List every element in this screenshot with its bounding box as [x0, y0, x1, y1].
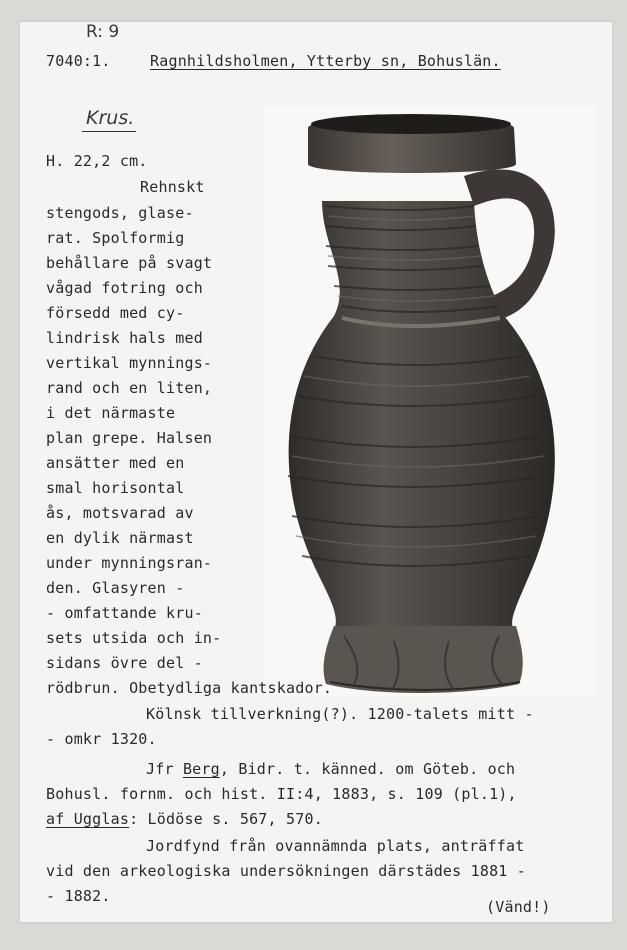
dating-line: Kölnsk tillverkning(?). 1200-talets mitt - [146, 705, 534, 723]
desc-line: Rehnskt [140, 178, 205, 196]
ref-author-ugglas: af Ugglas [46, 810, 130, 828]
ref-text: , Bidr. t. känned. om Göteb. och [219, 760, 516, 778]
desc-line: stengods, glase- [46, 204, 194, 222]
desc-line: sidans övre del - [46, 654, 203, 672]
turn-over-note: (Vänd!) [486, 898, 551, 916]
desc-line: den. Glasyren - [46, 579, 185, 597]
desc-line: försedd med cy- [46, 304, 185, 322]
object-title: Krus. [82, 107, 136, 132]
find-line: vid den arkeologiska undersökningen därstädes 1881 - [46, 862, 526, 880]
desc-line: i det närmaste [46, 404, 176, 422]
catalog-number: 7040:1. [46, 52, 111, 70]
desc-line: smal horisontal [46, 479, 185, 497]
catalog-card [20, 22, 612, 922]
find-location: Ragnhildsholmen, Ytterby sn, Bohuslän. [150, 52, 501, 70]
ref-prefix: Jfr [146, 760, 183, 778]
reference-line: Bohusl. fornm. och hist. II:4, 1883, s. 109 (pl.1), [46, 785, 517, 803]
desc-line: en dylik närmast [46, 529, 194, 547]
desc-line: rödbrun. Obetydliga kantskador. [46, 679, 333, 697]
find-line: - 1882. [46, 887, 111, 905]
desc-line: vertikal mynnings- [46, 354, 213, 372]
register-mark: R: 9 [86, 22, 120, 42]
reference-line [46, 810, 323, 828]
desc-line: sets utsida och in- [46, 629, 222, 647]
desc-line: plan grepe. Halsen [46, 429, 213, 447]
ref-text: : Lödöse s. 567, 570. [129, 810, 323, 828]
desc-line: behållare på svagt [46, 254, 213, 272]
desc-line: - omfattande kru- [46, 604, 203, 622]
stoneware-jug-photo [264, 106, 596, 696]
desc-line: ås, motsvarad av [46, 504, 194, 522]
desc-line: ansätter med en [46, 454, 185, 472]
desc-line: rat. Spolformig [46, 229, 185, 247]
find-line: Jordfynd från ovannämnda plats, anträffat [146, 837, 525, 855]
desc-height: H. 22,2 cm. [46, 152, 148, 170]
ref-author-berg: Berg [182, 760, 220, 778]
desc-line: rand och en liten, [46, 379, 213, 397]
object-photo [264, 106, 596, 696]
desc-line: vågad fotring och [46, 279, 203, 297]
dating-line: - omkr 1320. [46, 730, 157, 748]
desc-line: lindrisk hals med [46, 329, 203, 347]
desc-line: under mynningsran- [46, 554, 213, 572]
reference-line [146, 760, 515, 778]
